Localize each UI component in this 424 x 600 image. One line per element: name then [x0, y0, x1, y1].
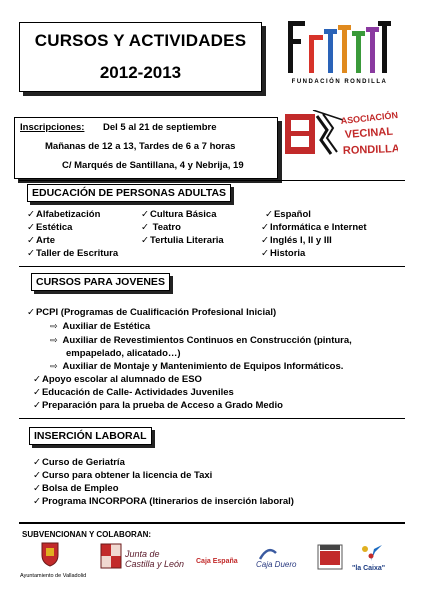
caja-espana-logo — [196, 541, 256, 581]
caja-duero-text: Caja Duero — [256, 560, 297, 569]
inscriptions-address: C/ Marqués de Santillana, 4 y Nebrija, 19 — [62, 160, 244, 171]
youth-heading: CURSOS PARA JOVENES — [31, 273, 170, 291]
sponsors-label: SUBVENCIONAN Y COLABORAN: — [22, 530, 152, 539]
adults-item: ✓ Historia — [261, 248, 305, 259]
adults-item: ✓ Taller de Escritura — [27, 248, 118, 259]
youth-item: ✓ Preparación para la prueba de Acceso a Grado Medio — [33, 400, 283, 411]
adults-item: ✓ Tertulia Literaria — [141, 235, 224, 246]
title-box — [19, 22, 262, 92]
footer-rule — [19, 522, 405, 524]
youth-sub-item: ⇨ Auxiliar de Estética — [50, 321, 150, 332]
adults-item: ✓ Arte — [27, 235, 55, 246]
adults-item: ✓ Informática e Internet — [261, 222, 367, 233]
youth-item: ✓ Educación de Calle- Actividades Juveniles — [33, 387, 234, 398]
divider-3 — [19, 418, 405, 419]
fundacion-logo-graphic — [282, 17, 397, 79]
inscriptions-box — [14, 117, 278, 179]
labor-item: ✓ Curso para obtener la licencia de Taxi — [33, 470, 212, 481]
adults-item: ✓ Cultura Básica — [141, 209, 217, 220]
title-line-2: 2012-2013 — [99, 63, 182, 82]
labor-heading: INSERCIÓN LABORAL — [29, 427, 152, 445]
valladolid-caption: Ayuntamiento de Valladolid — [20, 573, 87, 579]
junta-shield-icon — [100, 543, 122, 573]
sm-logo-icon — [316, 541, 344, 571]
adults-item: ✓ Alfabetización — [27, 209, 100, 220]
valladolid-logo — [20, 541, 87, 581]
inscriptions-hours: Mañanas de 12 a 13, Tardes de 6 a 7 horas — [45, 141, 236, 152]
labor-item: ✓ Curso de Geriatría — [33, 457, 125, 468]
asociacion-logo-graphic — [283, 110, 398, 165]
fundacion-caption: FUNDACIÓN RONDILLA — [291, 79, 388, 85]
asociacion-vecinal-logo — [283, 110, 398, 165]
junta-logo — [100, 541, 190, 581]
youth-sub-cont: empapelado, alicatado…) — [66, 348, 181, 359]
caja-espana-text: Caja España — [196, 558, 238, 565]
youth-item: ✓ Apoyo escolar al alumnado de ESO — [33, 374, 202, 385]
youth-sub-item: ⇨ Auxiliar de Revestimientos Continuos en Construcción (pintura, — [50, 335, 352, 346]
labor-item: ✓ Bolsa de Empleo — [33, 483, 119, 494]
inscriptions-dates: Del 5 al 21 de septiembre — [103, 122, 217, 133]
caja-duero-logo — [254, 541, 310, 581]
asociacion-line-2: VECINAL — [344, 125, 394, 141]
adults-item: ✓ Estética — [27, 222, 72, 233]
asociacion-line-3: RONDILLA — [342, 143, 398, 157]
caja-duero-swoosh-icon — [259, 547, 277, 561]
junta-line-1: Junta de — [125, 549, 160, 559]
junta-line-2: Castilla y León — [125, 559, 185, 569]
inscriptions-label: Inscripciones: — [20, 122, 85, 133]
adults-item: ✓ Español — [265, 209, 311, 220]
youth-sub-item: ⇨ Auxiliar de Montaje y Mantenimiento de Equipos Informáticos. — [50, 361, 343, 372]
la-caixa-star-icon — [356, 541, 386, 563]
valladolid-shield-icon — [20, 541, 80, 567]
divider-2 — [19, 266, 405, 267]
title-line-1: CURSOS Y ACTIVIDADES — [34, 31, 247, 50]
fundacion-rondilla-logo — [282, 17, 397, 95]
youth-pcpi: ✓ PCPI (Programas de Cualificación Profesional Inicial) — [27, 307, 276, 318]
adults-item: ✓ Inglés I, II y III — [261, 235, 332, 246]
la-caixa-text: "la Caixa" — [352, 565, 386, 572]
la-caixa-logo — [350, 541, 394, 581]
adults-heading: EDUCACIÓN DE PERSONAS ADULTAS — [27, 184, 231, 202]
adults-item: ✓ Teatro — [141, 222, 181, 233]
labor-item: ✓ Programa INCORPORA (Itinerarios de inserción laboral) — [33, 496, 294, 507]
divider-1 — [19, 180, 405, 181]
asociacion-line-1: ASOCIACIÓN — [340, 110, 398, 126]
sm-logo — [316, 541, 344, 581]
